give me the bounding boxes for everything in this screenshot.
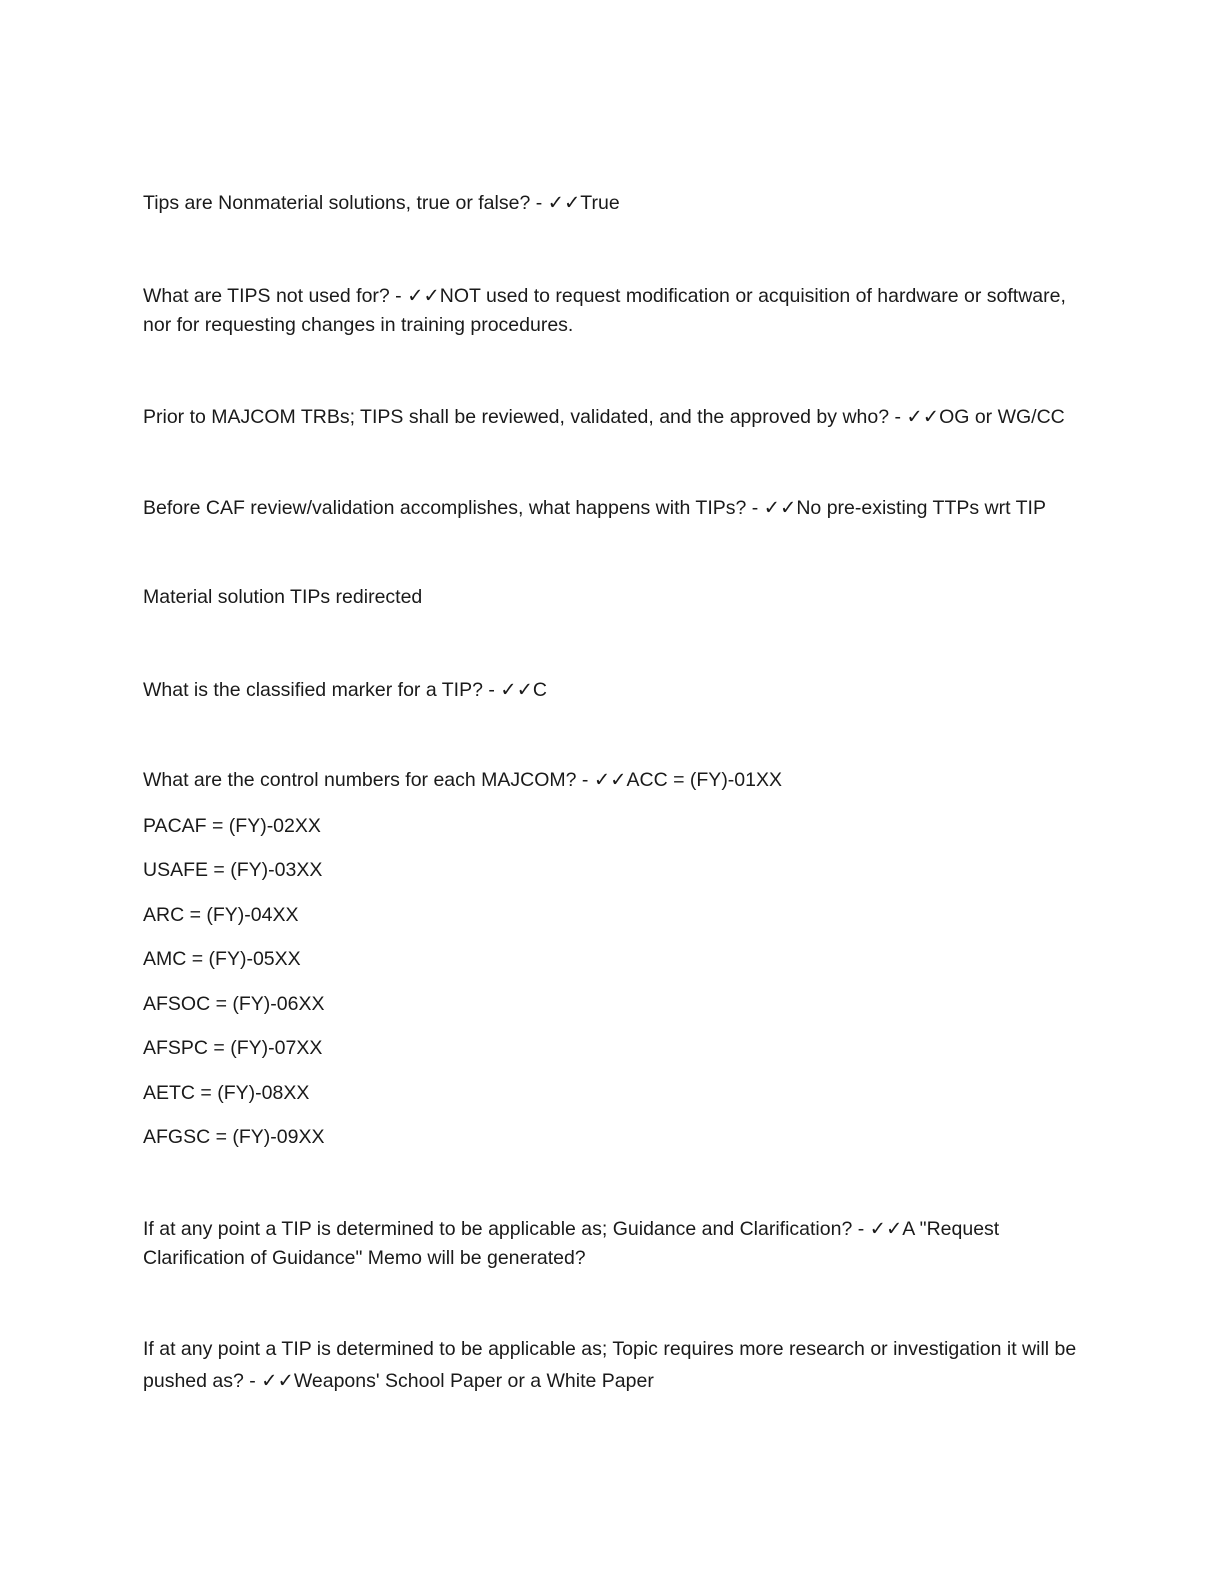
qa-line: Tips are Nonmaterial solutions, true or false? - ✓✓True [143, 192, 620, 214]
control-number-line: USAFE = (FY)-03XX [143, 859, 323, 881]
qa-line: What is the classified marker for a TIP? - ✓✓C [143, 679, 548, 701]
control-number-line: AMC = (FY)-05XX [143, 948, 301, 970]
qa-line: Prior to MAJCOM TRBs; TIPS shall be reviewed, validated, and the approved by who? - ✓✓OG or WG/CC [143, 406, 1065, 428]
qa-line: Material solution TIPs redirected [143, 586, 423, 608]
control-number-line: AETC = (FY)-08XX [143, 1082, 310, 1104]
control-number-line: AFSPC = (FY)-07XX [143, 1037, 323, 1059]
control-number-line: AFSOC = (FY)-06XX [143, 993, 325, 1015]
control-number-line: PACAF = (FY)-02XX [143, 815, 321, 837]
qa-line: If at any point a TIP is determined to be applicable as; Guidance and Clarification? - ✓✓A "Request Clarification of Guidance" Memo will be generated? [143, 1218, 1000, 1269]
qa-line: What are TIPS not used for? - ✓✓NOT used to request modification or acquisition of hardware or software, nor for requesting changes in training procedures. [143, 285, 1066, 336]
qa-line: What are the control numbers for each MAJCOM? - ✓✓ACC = (FY)-01XX [143, 769, 783, 791]
qa-line: Before CAF review/validation accomplishes, what happens with TIPs? - ✓✓No pre-existing TTPs wrt TIP [143, 497, 1046, 519]
qa-line: If at any point a TIP is determined to be applicable as; Topic requires more research or investigation it will be pushed as? - ✓✓Weapons' School Paper or a White Paper [143, 1338, 1077, 1392]
control-number-line: AFGSC = (FY)-09XX [143, 1126, 325, 1148]
control-number-line: ARC = (FY)-04XX [143, 904, 299, 926]
